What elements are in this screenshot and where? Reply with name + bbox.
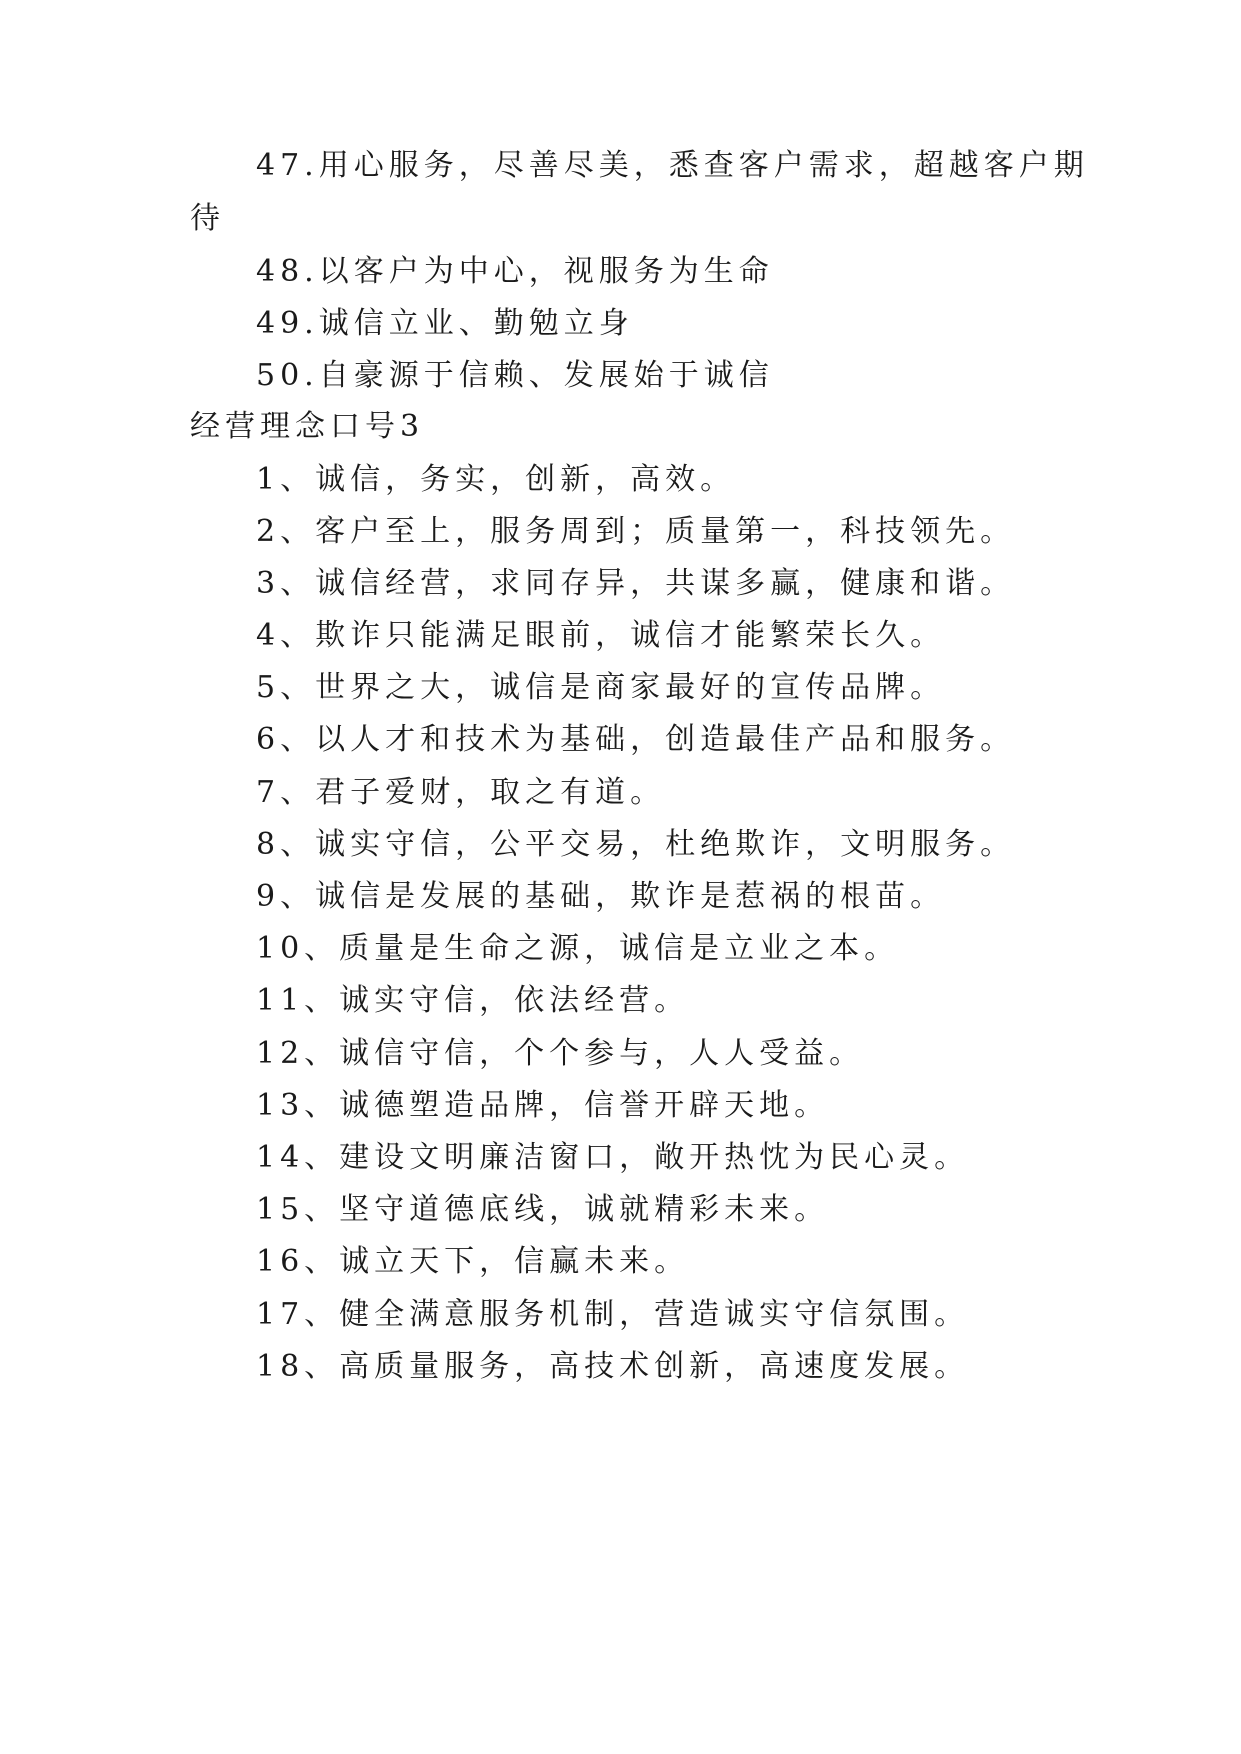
list-item: 15、坚守道德底线，诚就精彩未来。 — [256, 1192, 830, 1227]
list-item: 17、健全满意服务机制，营造诚实守信氛围。 — [256, 1297, 970, 1332]
list-item: 4、欺诈只能满足眼前，诚信才能繁荣长久。 — [256, 618, 946, 653]
list-item: 18、高质量服务，高技术创新，高速度发展。 — [256, 1349, 970, 1384]
list-item: 12、诚信守信，个个参与，人人受益。 — [256, 1036, 865, 1071]
list-item: 9、诚信是发展的基础，欺诈是惹祸的根苗。 — [256, 879, 946, 914]
slogan-47-line2: 待 — [190, 201, 225, 236]
list-item: 5、世界之大，诚信是商家最好的宣传品牌。 — [256, 670, 946, 705]
list-item: 1、诚信，务实，创新，高效。 — [256, 462, 736, 497]
list-item: 14、建设文明廉洁窗口，敞开热忱为民心灵。 — [256, 1140, 970, 1175]
list-item: 13、诚德塑造品牌，信誉开辟天地。 — [256, 1088, 830, 1123]
list-item: 16、诚立天下，信赢未来。 — [256, 1244, 690, 1279]
slogan-48: 48.以客户为中心，视服务为生命 — [256, 254, 774, 289]
list-item: 8、诚实守信，公平交易，杜绝欺诈，文明服务。 — [256, 827, 1016, 862]
slogan-50: 50.自豪源于信赖、发展始于诚信 — [256, 358, 774, 393]
list-item: 2、客户至上，服务周到；质量第一，科技领先。 — [256, 514, 1016, 549]
section-heading: 经营理念口号3 — [190, 409, 425, 444]
list-item: 10、质量是生命之源，诚信是立业之本。 — [256, 931, 900, 966]
slogan-49: 49.诚信立业、勤勉立身 — [256, 306, 634, 341]
list-item: 3、诚信经营，求同存异，共谋多赢，健康和谐。 — [256, 566, 1016, 601]
list-item: 6、以人才和技术为基础，创造最佳产品和服务。 — [256, 722, 1016, 757]
list-item: 7、君子爱财，取之有道。 — [256, 775, 666, 810]
slogan-47-line1: 47.用心服务，尽善尽美，悉查客户需求，超越客户期 — [256, 148, 1089, 183]
list-item: 11、诚实守信，依法经营。 — [256, 983, 690, 1018]
